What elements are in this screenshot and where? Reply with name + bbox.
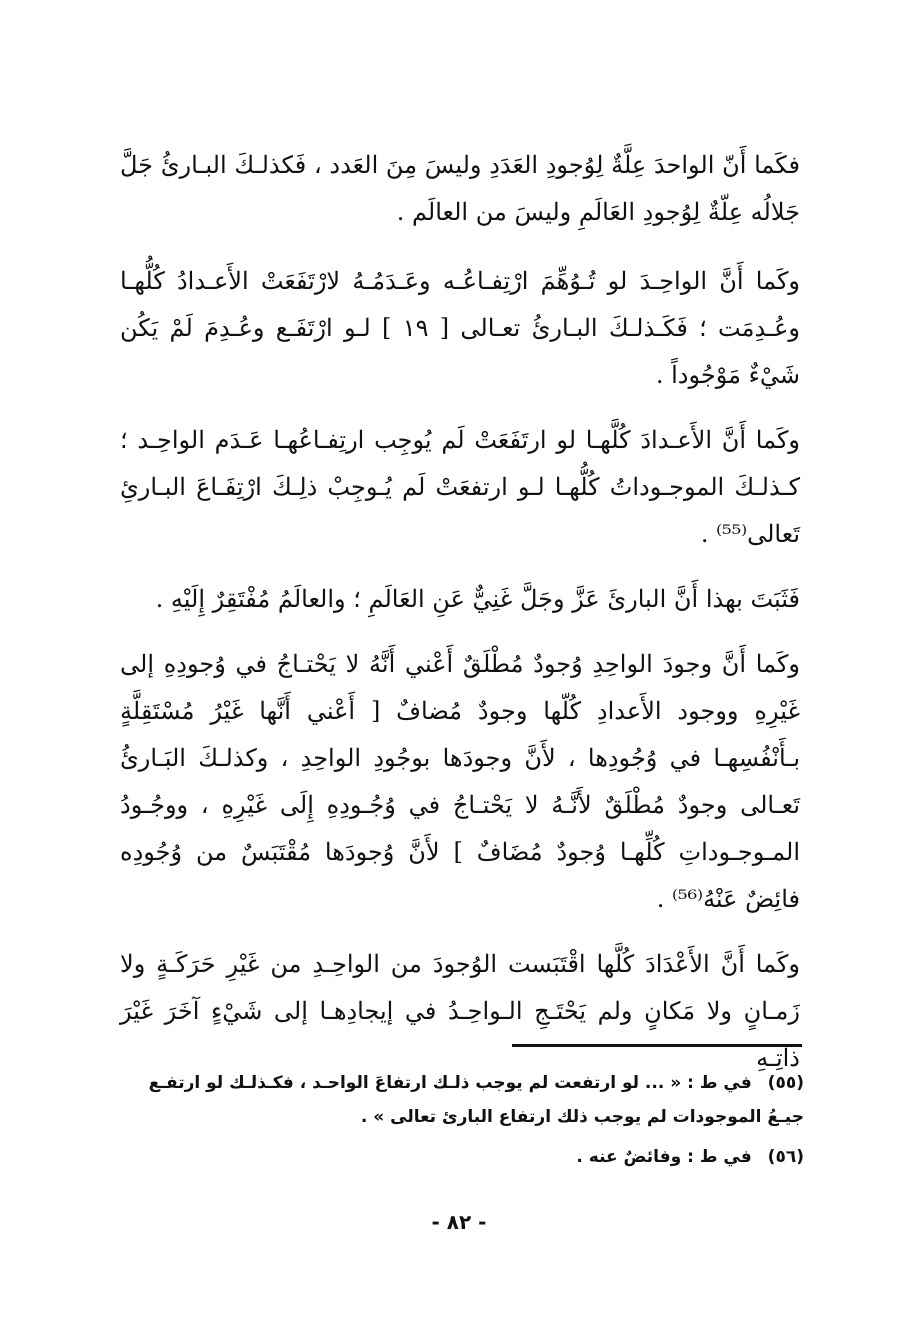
- footnote-separator: [512, 1044, 802, 1047]
- paragraph-4: فَثَبَتَ بهذا أَنَّ البارئَ عَزَّ وجَلَّ غَنِيٌّ عَنِ العَالَمِ ؛ والعالَمُ مُفْتَقِرٌ إِلَيْهِ .: [155, 585, 800, 613]
- footnote-55: [112, 1066, 804, 1134]
- footnotes: [112, 1066, 804, 1180]
- paragraph-1: فكَما أَنّ الواحدَ عِلَّةٌ لِوُجودِ العَدَدِ وليسَ مِنَ العَدد ، فَكذلـكَ البـارئُ جَلَّ جَلالُه عِلّةٌ لِوُجودِ العَالَمِ وليسَ من العالَم .: [120, 151, 800, 226]
- footnote-number: (٥٦): [767, 1147, 804, 1167]
- footnote-text: في ط : وفائضٌ عنه .: [576, 1147, 752, 1167]
- paragraph-5: وكَما أَنَّ وجودَ الواحِدِ وُجودٌ مُطْلَقٌ أَعْني أَنَّهُ لا يَحْتـاجُ في وُجودِهِ إلى غَيْرِهِ ووجود الأَعدادِ كُلّها وجودٌ مُضافٌ [ أَعْني أَنَّها غَيْرُ مُسْتَقِلَّةٍ بـأَنْفُسِهـا في وُجُودِها ، لأَنَّ وجودَها بوجُودِ الواحِدِ ، وكذلـكَ البَـارئُ تَعـالى وجودٌ مُطْلَقٌ لأَنَّـهُ لا يَحْتـاجُ في وُجُـودِهِ إِلَى غَيْرِهِ ، ووجُـودُ المـوجـوداتِ كُلِّهـا وُجودٌ مُضَافٌ ] لأَنَّ وُجودَها مُقْتَبَسٌ من وُجُودِه فائِضٌ عَنْهُ⁽⁵⁶⁾ .: [120, 650, 800, 913]
- footnote-56: [112, 1140, 804, 1174]
- paragraph-6: وكَما أَنَّ الأَعْدَادَ كُلَّها اقْتَبَست الوُجودَ من الواحِـدِ من غَيْرِ حَرَكَـةٍ ولا زَمـانٍ ولا مَكانٍ ولم يَحْتَـجِ الـواحِـدُ في إيجادِهـا إلى شَيْءٍ آخَرَ غَيْرَ ذاتِـهِ: [120, 950, 800, 1072]
- footnote-text: في ط : « ... لو ارتفعت لم يوجب ذلـك ارتفاعَ الواحـد ، فكـذلـك لو ارتفـع جيـعُ الموجودات لم يوجب ذلك ارتفاع البارئ تعالى » .: [148, 1073, 804, 1127]
- paragraph-3: وكَما أَنَّ الأَعـدادَ كُلَّهـا لو ارتَفَعَتْ لَم يُوجِب ارتِفـاعُهـا عَـدَم الواحِـد ؛ كـذلـكَ الموجـوداتُ كُلُّهـا لـو ارتفعَتْ لَم يُـوجِبْ ذلِـكَ ارْتِفَـاعَ البـارئِ تَعالى⁽⁵⁵⁾ .: [120, 426, 800, 548]
- page-number: - ٨٢ -: [431, 1210, 487, 1234]
- footnote-number: (٥٥): [767, 1073, 804, 1093]
- paragraph-2: وكَما أَنَّ الواحِـدَ لو تُـوُهِّمَ ارْتِفـاعُـه وعَـدَمُـهُ لارْتَفَعَتْ الأَعـدادُ كُلُّهـا وعُـدِمَت ؛ فَكَـذلـكَ البـارئُ تعـالى [ ١٩ ] لـو ارْتَفَـع وعُـدِمَ لَمْ يَكُن شَيْءٌ مَوْجُوداً .: [120, 267, 801, 389]
- main-text: [120, 142, 800, 1100]
